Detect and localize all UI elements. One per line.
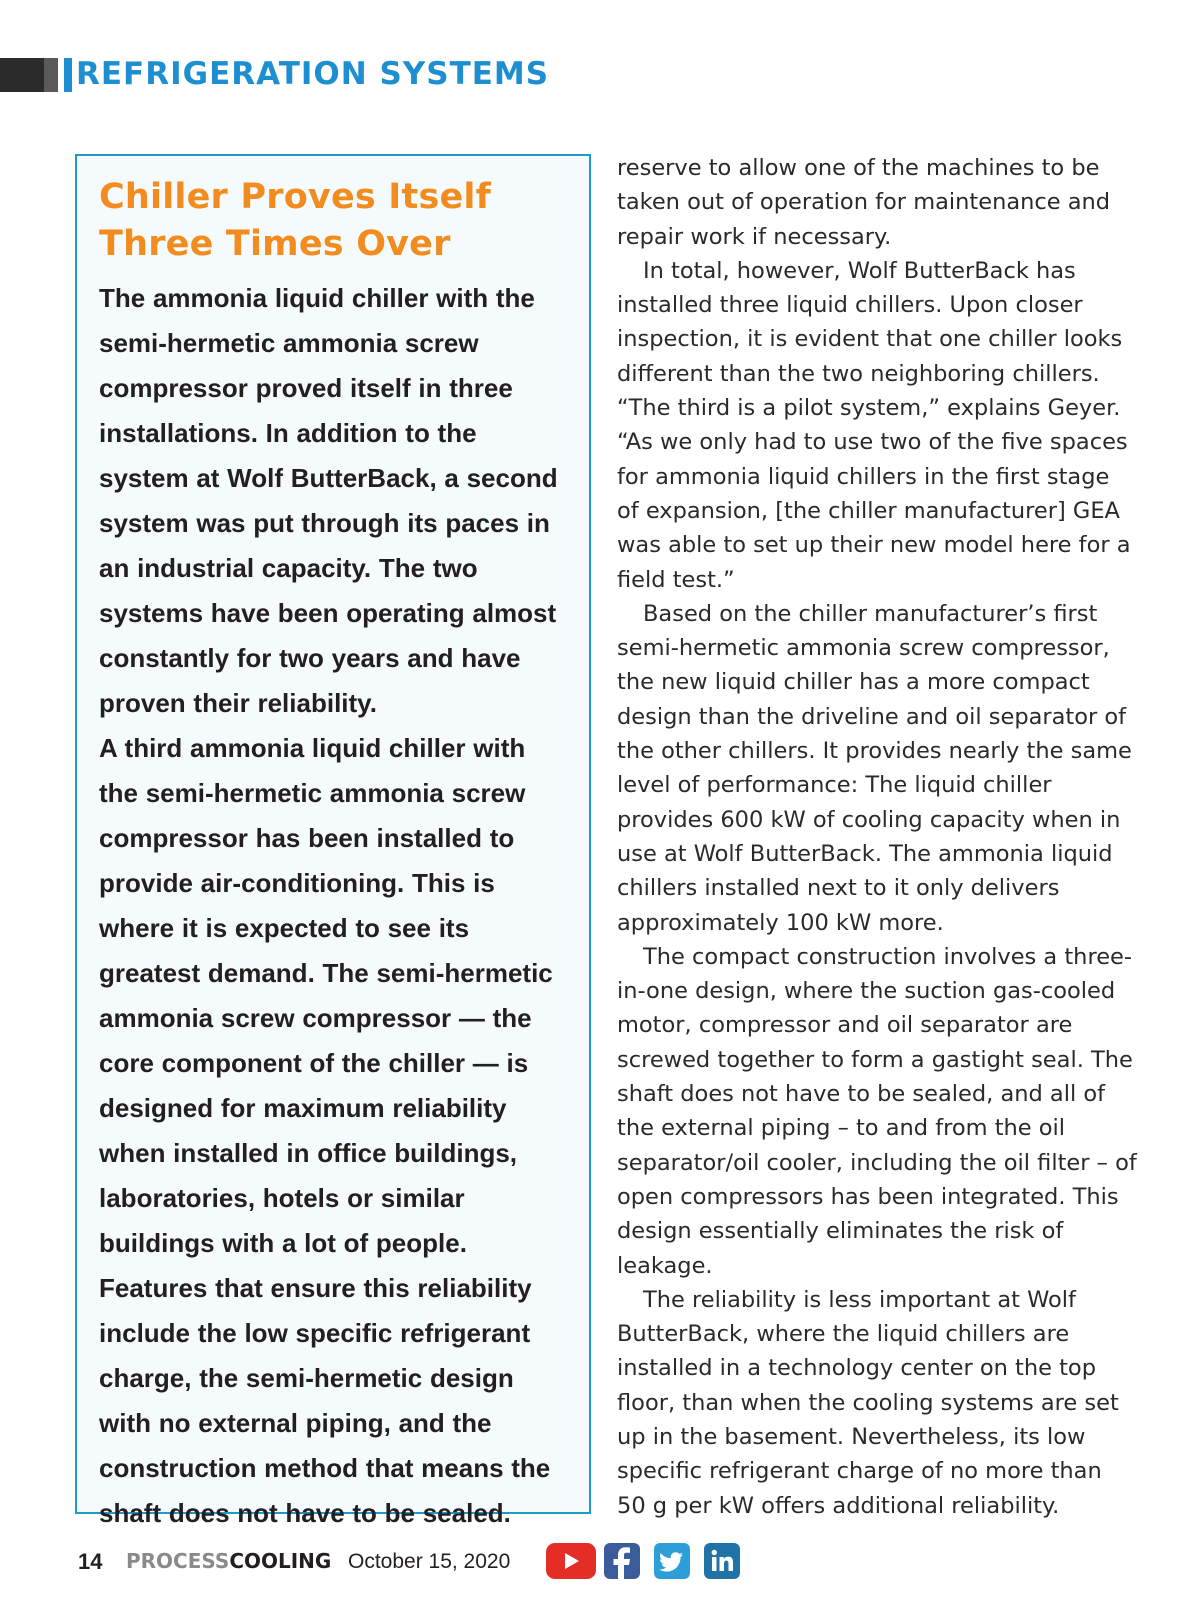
body-paragraph: The reliability is less important at Wolf ButterBack, where the liquid chillers are installed in a technology center on the top floor, than when the cooling systems are set up in the basement. Nevertheless, its low specific refrigerant charge of no more than 50 g per kW offers additional reliability. — [617, 1286, 1119, 1519]
section-marker-gray — [44, 58, 58, 92]
section-title: REFRIGERATION SYSTEMS — [76, 56, 550, 92]
sidebar-paragraph: Features that ensure this reliability include the low specific refrigerant charge, the semi-hermetic design with no external piping, and the construction method that means the shaft does not have to be sealed. — [99, 1273, 551, 1528]
section-marker-blue — [64, 58, 72, 92]
body-paragraph: The compact construction involves a three-in-one design, where the suction gas-cooled motor, compressor and oil separator are screwed together to form a gastight seal. The shaft does not have to be sealed, and all of the external piping – to and from the oil separator/oil cooler, including the oil filter – of open compressors has been integrated. This design essentially eliminates the risk of leakage. — [617, 943, 1137, 1279]
page-footer — [78, 1543, 778, 1579]
sidebar-title-line2: Three Times Over — [99, 224, 451, 264]
issue-date: October 15, 2020 — [348, 1550, 511, 1573]
article-body — [617, 151, 1137, 1523]
sidebar-title-line1: Chiller Proves Itself — [99, 177, 492, 217]
sidebar-paragraph: A third ammonia liquid chiller with the semi-hermetic ammonia screw compressor has been installed to provide air-conditioning. This is where it is expected to see its greatest demand. The semi-hermetic ammonia screw compressor — the core component of the chiller — is designed for maximum reliability when installed in office buildings, laboratories, hotels or similar buildings with a lot of people. — [99, 733, 553, 1258]
sidebar-box — [75, 154, 591, 1528]
sidebar-title — [99, 174, 571, 268]
brand-cooling: COOLING — [229, 1549, 332, 1573]
body-paragraph: Based on the chiller manufacturer’s first semi-hermetic ammonia screw compressor, the new liquid chiller has a more compact design than the driveline and oil separator of the other chillers. It provides nearly the same level of performance: The liquid chiller provides 600 kW of cooling capacity when in use at Wolf ButterBack. The ammonia liquid chillers installed next to it only delivers approximately 100 kW more. — [617, 600, 1132, 936]
publication-logo[interactable] — [126, 1549, 331, 1573]
body-paragraph: In total, however, Wolf ButterBack has installed three liquid chillers. Upon closer inspection, it is evident that one chiller looks different than the two neighboring chillers. “The third is a pilot system,” explains Geyer. “As we only had to use two of the five spaces for ammonia liquid chillers in the first stage of expansion, [the chiller manufacturer] GEA was able to set up their new model here for a field test.” — [617, 257, 1131, 593]
linkedin-icon[interactable] — [704, 1543, 740, 1579]
youtube-icon[interactable] — [546, 1543, 596, 1579]
facebook-icon[interactable] — [604, 1543, 640, 1579]
page-number: 14 — [78, 1549, 103, 1574]
section-marker-dark — [0, 58, 44, 92]
body-paragraph: reserve to allow one of the machines to be taken out of operation for maintenance and repair work if necessary. — [617, 155, 1111, 250]
brand-process: PROCESS — [126, 1549, 230, 1573]
twitter-icon[interactable] — [654, 1543, 690, 1579]
sidebar-paragraph: The ammonia liquid chiller with the semi-hermetic ammonia screw compressor proved itself in three installations. In addition to the system at Wolf ButterBack, a second system was put through its paces in an industrial capacity. The two systems have been operating almost constantly for two years and have proven their reliability. — [99, 283, 558, 718]
